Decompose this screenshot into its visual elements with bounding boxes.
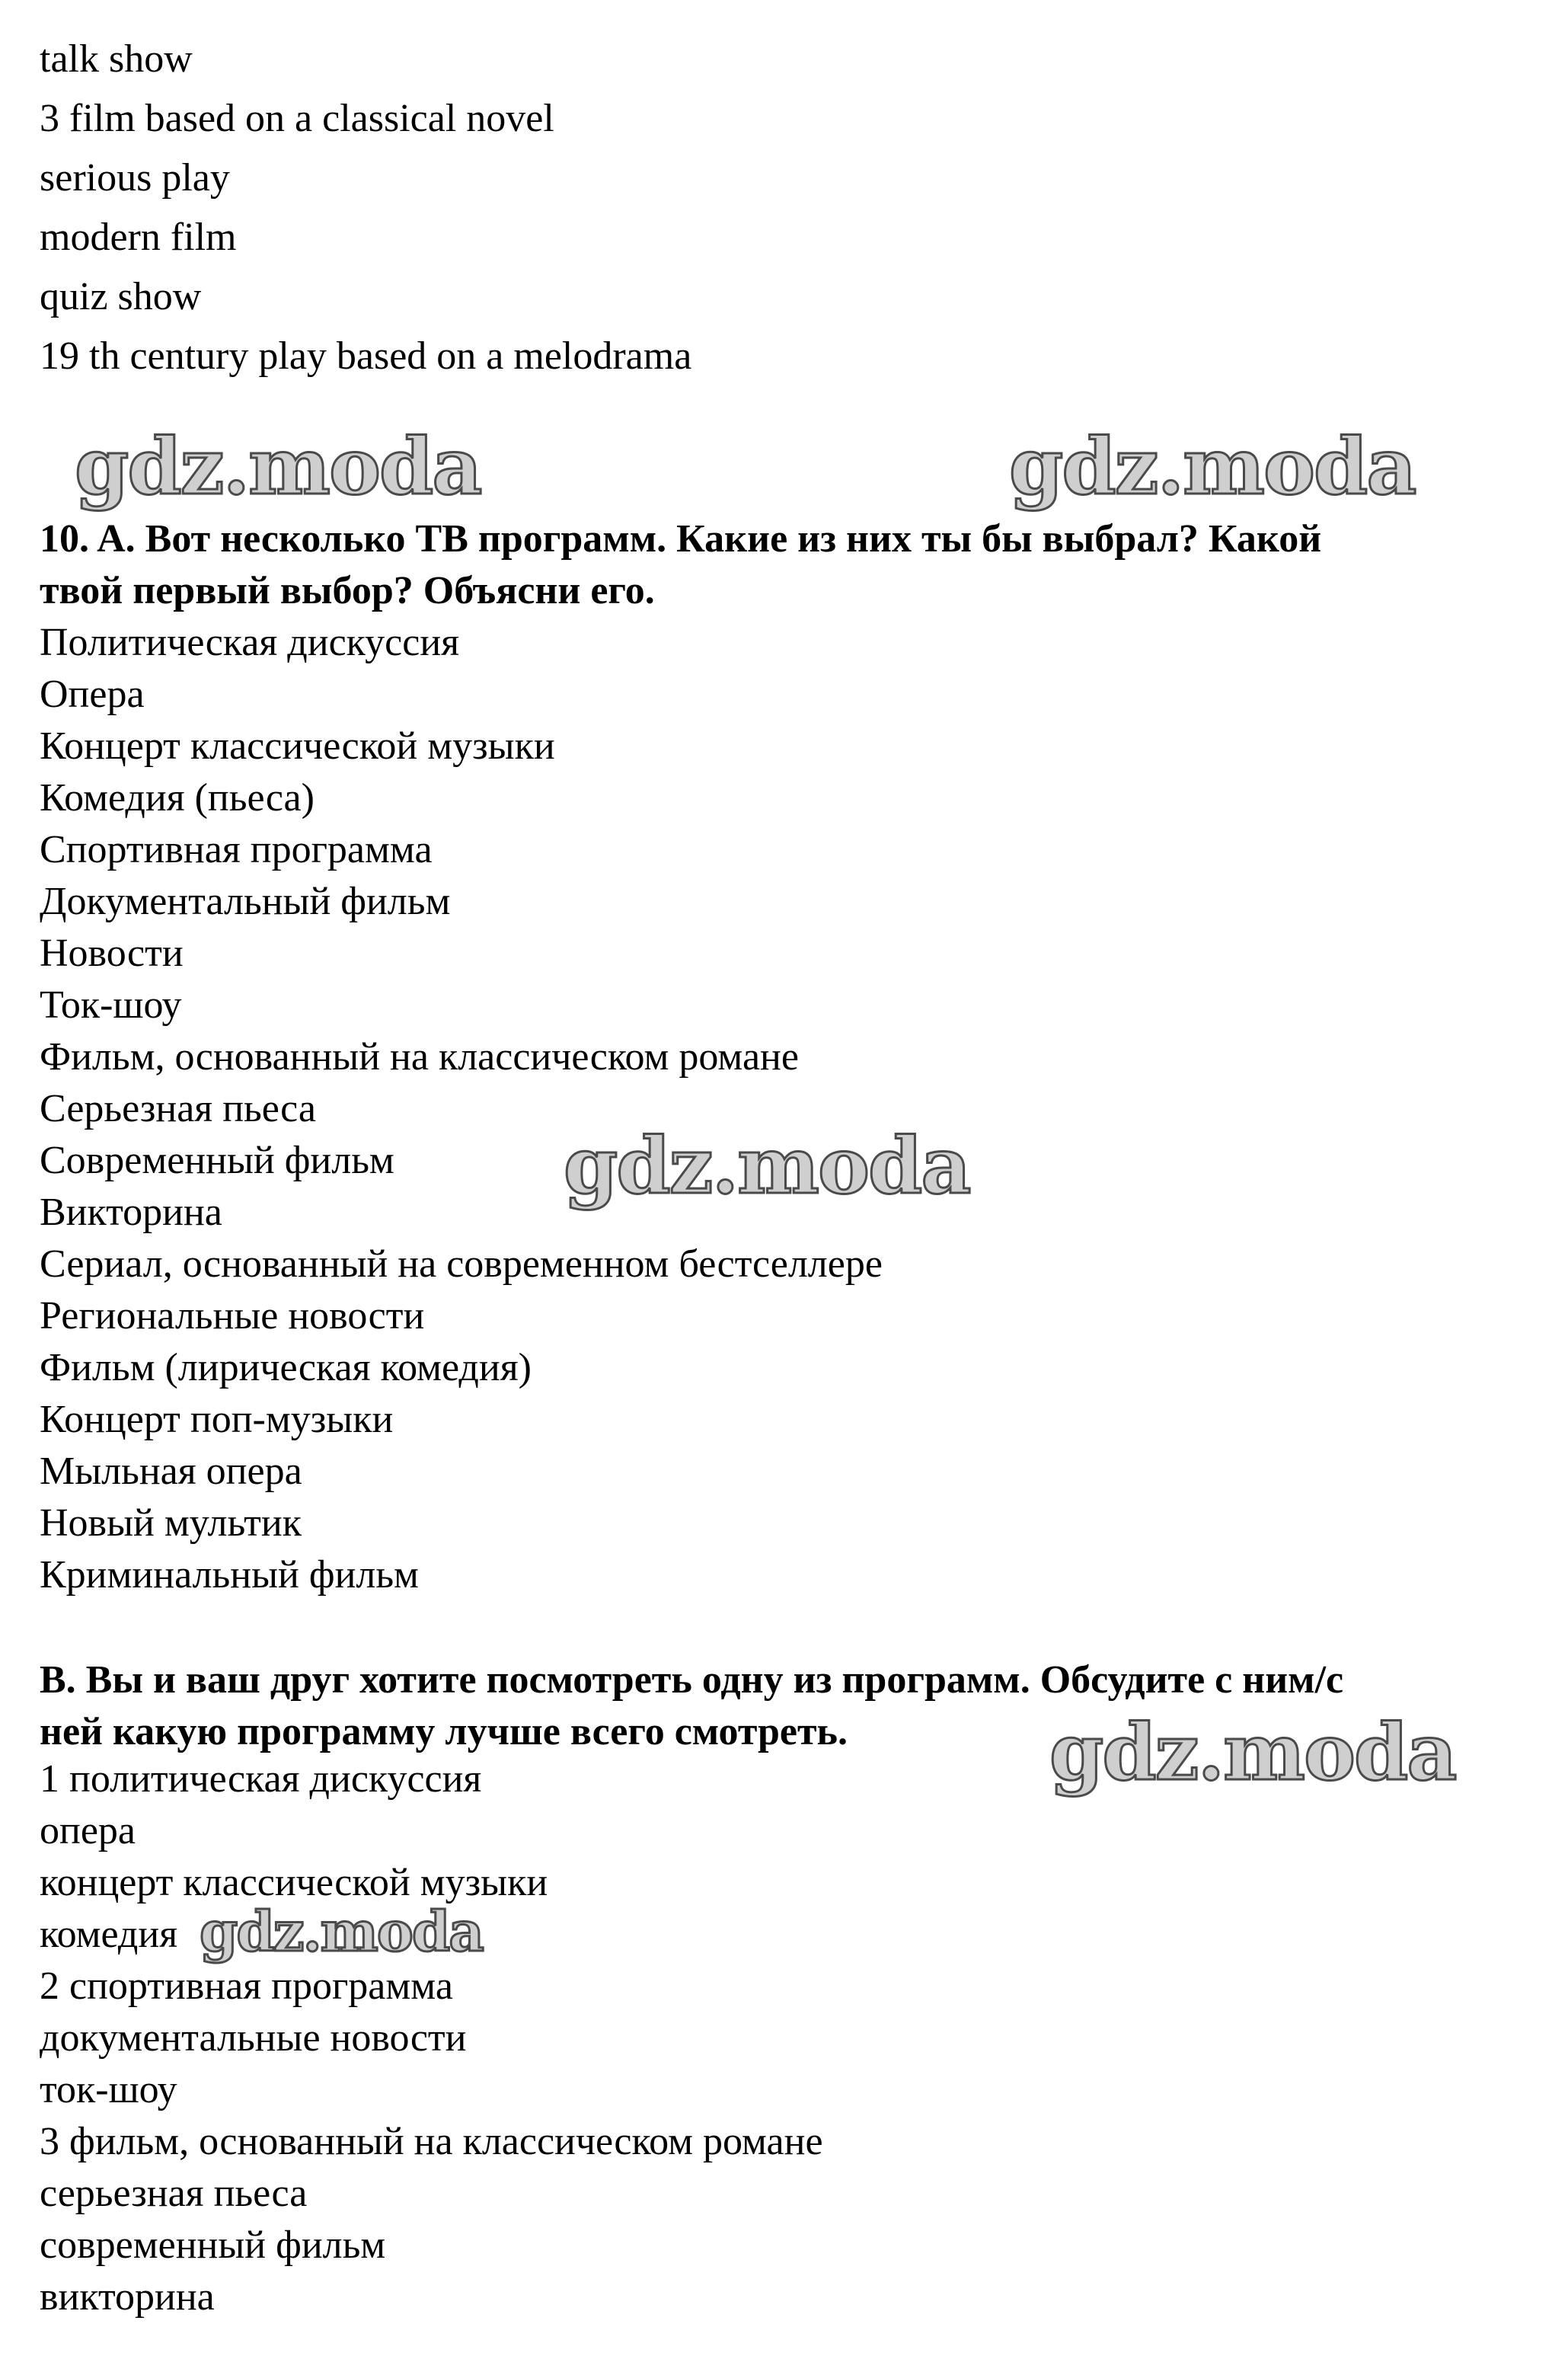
english-list-item: 3 film based on a classical novel [40, 97, 554, 140]
section-a-item: Викторина [40, 1191, 222, 1234]
section-b-item: концерт классической музыки [40, 1861, 548, 1904]
section-b-item: викторина [40, 2275, 215, 2319]
section-a-item: Ток-шоу [40, 983, 182, 1027]
section-b-item: 2 спортивная программа [40, 1964, 453, 2008]
section-b-item: 1 политическая дискуссия [40, 1757, 482, 1801]
english-list-item: modern film [40, 216, 237, 259]
section-a-item: Новый мультик [40, 1501, 302, 1545]
section-a-item: Криминальный фильм [40, 1553, 419, 1597]
english-list-item: talk show [40, 37, 193, 81]
section-b-item: документальные новости [40, 2016, 467, 2060]
section-a-heading-line2: твой первый выбор? Объясни его. [40, 569, 655, 612]
english-list-item: quiz show [40, 275, 202, 318]
section-a-item: Спортивная программа [40, 828, 433, 871]
section-a-item: Фильм (лирическая комедия) [40, 1346, 532, 1389]
watermark: gdz.moda [564, 1120, 970, 1212]
section-a-item: Серьезная пьеса [40, 1087, 316, 1130]
section-a-item: Комедия (пьеса) [40, 776, 315, 820]
section-a-item: Новости [40, 932, 184, 975]
english-list-item: 19 th century play based on a melodrama [40, 334, 692, 378]
section-a-item: Опера [40, 673, 145, 716]
section-a-item: Мыльная опера [40, 1450, 302, 1493]
section-b-item: опера [40, 1809, 136, 1852]
watermark: gdz.moda [200, 1899, 483, 1964]
section-a-item: Политическая дискуссия [40, 621, 460, 664]
section-a-item: Документальный фильм [40, 880, 451, 923]
section-a-item: Региональные новости [40, 1294, 425, 1338]
section-a-item: Сериал, основанный на современном бестселлере [40, 1242, 883, 1286]
section-b-item: современный фильм [40, 2223, 386, 2267]
section-b-item: 3 фильм, основанный на классическом романе [40, 2120, 823, 2163]
section-a-item: Современный фильм [40, 1139, 394, 1182]
section-a-item: Концерт поп-музыки [40, 1398, 394, 1441]
section-b-item: серьезная пьеса [40, 2172, 308, 2215]
section-b-heading-line2: ней какую программу лучше всего смотреть. [40, 1710, 848, 1753]
section-b-item: ток-шоу [40, 2068, 177, 2111]
section-b-heading-line1: B. Вы и ваш друг хотите посмотреть одну из программ. Обсудите с ним/с [40, 1658, 1344, 1702]
section-a-item: Концерт классической музыки [40, 724, 555, 768]
watermark: gdz.moda [75, 421, 481, 513]
english-list-item: serious play [40, 156, 230, 200]
section-b-item: комедия [40, 1913, 178, 1956]
watermark: gdz.moda [1009, 421, 1416, 513]
section-a-item: Фильм, основанный на классическом романе [40, 1035, 799, 1079]
watermark: gdz.moda [1049, 1707, 1456, 1798]
section-a-heading-line1: 10. A. Вот несколько ТВ программ. Какие из них ты бы выбрал? Какой [40, 517, 1322, 561]
